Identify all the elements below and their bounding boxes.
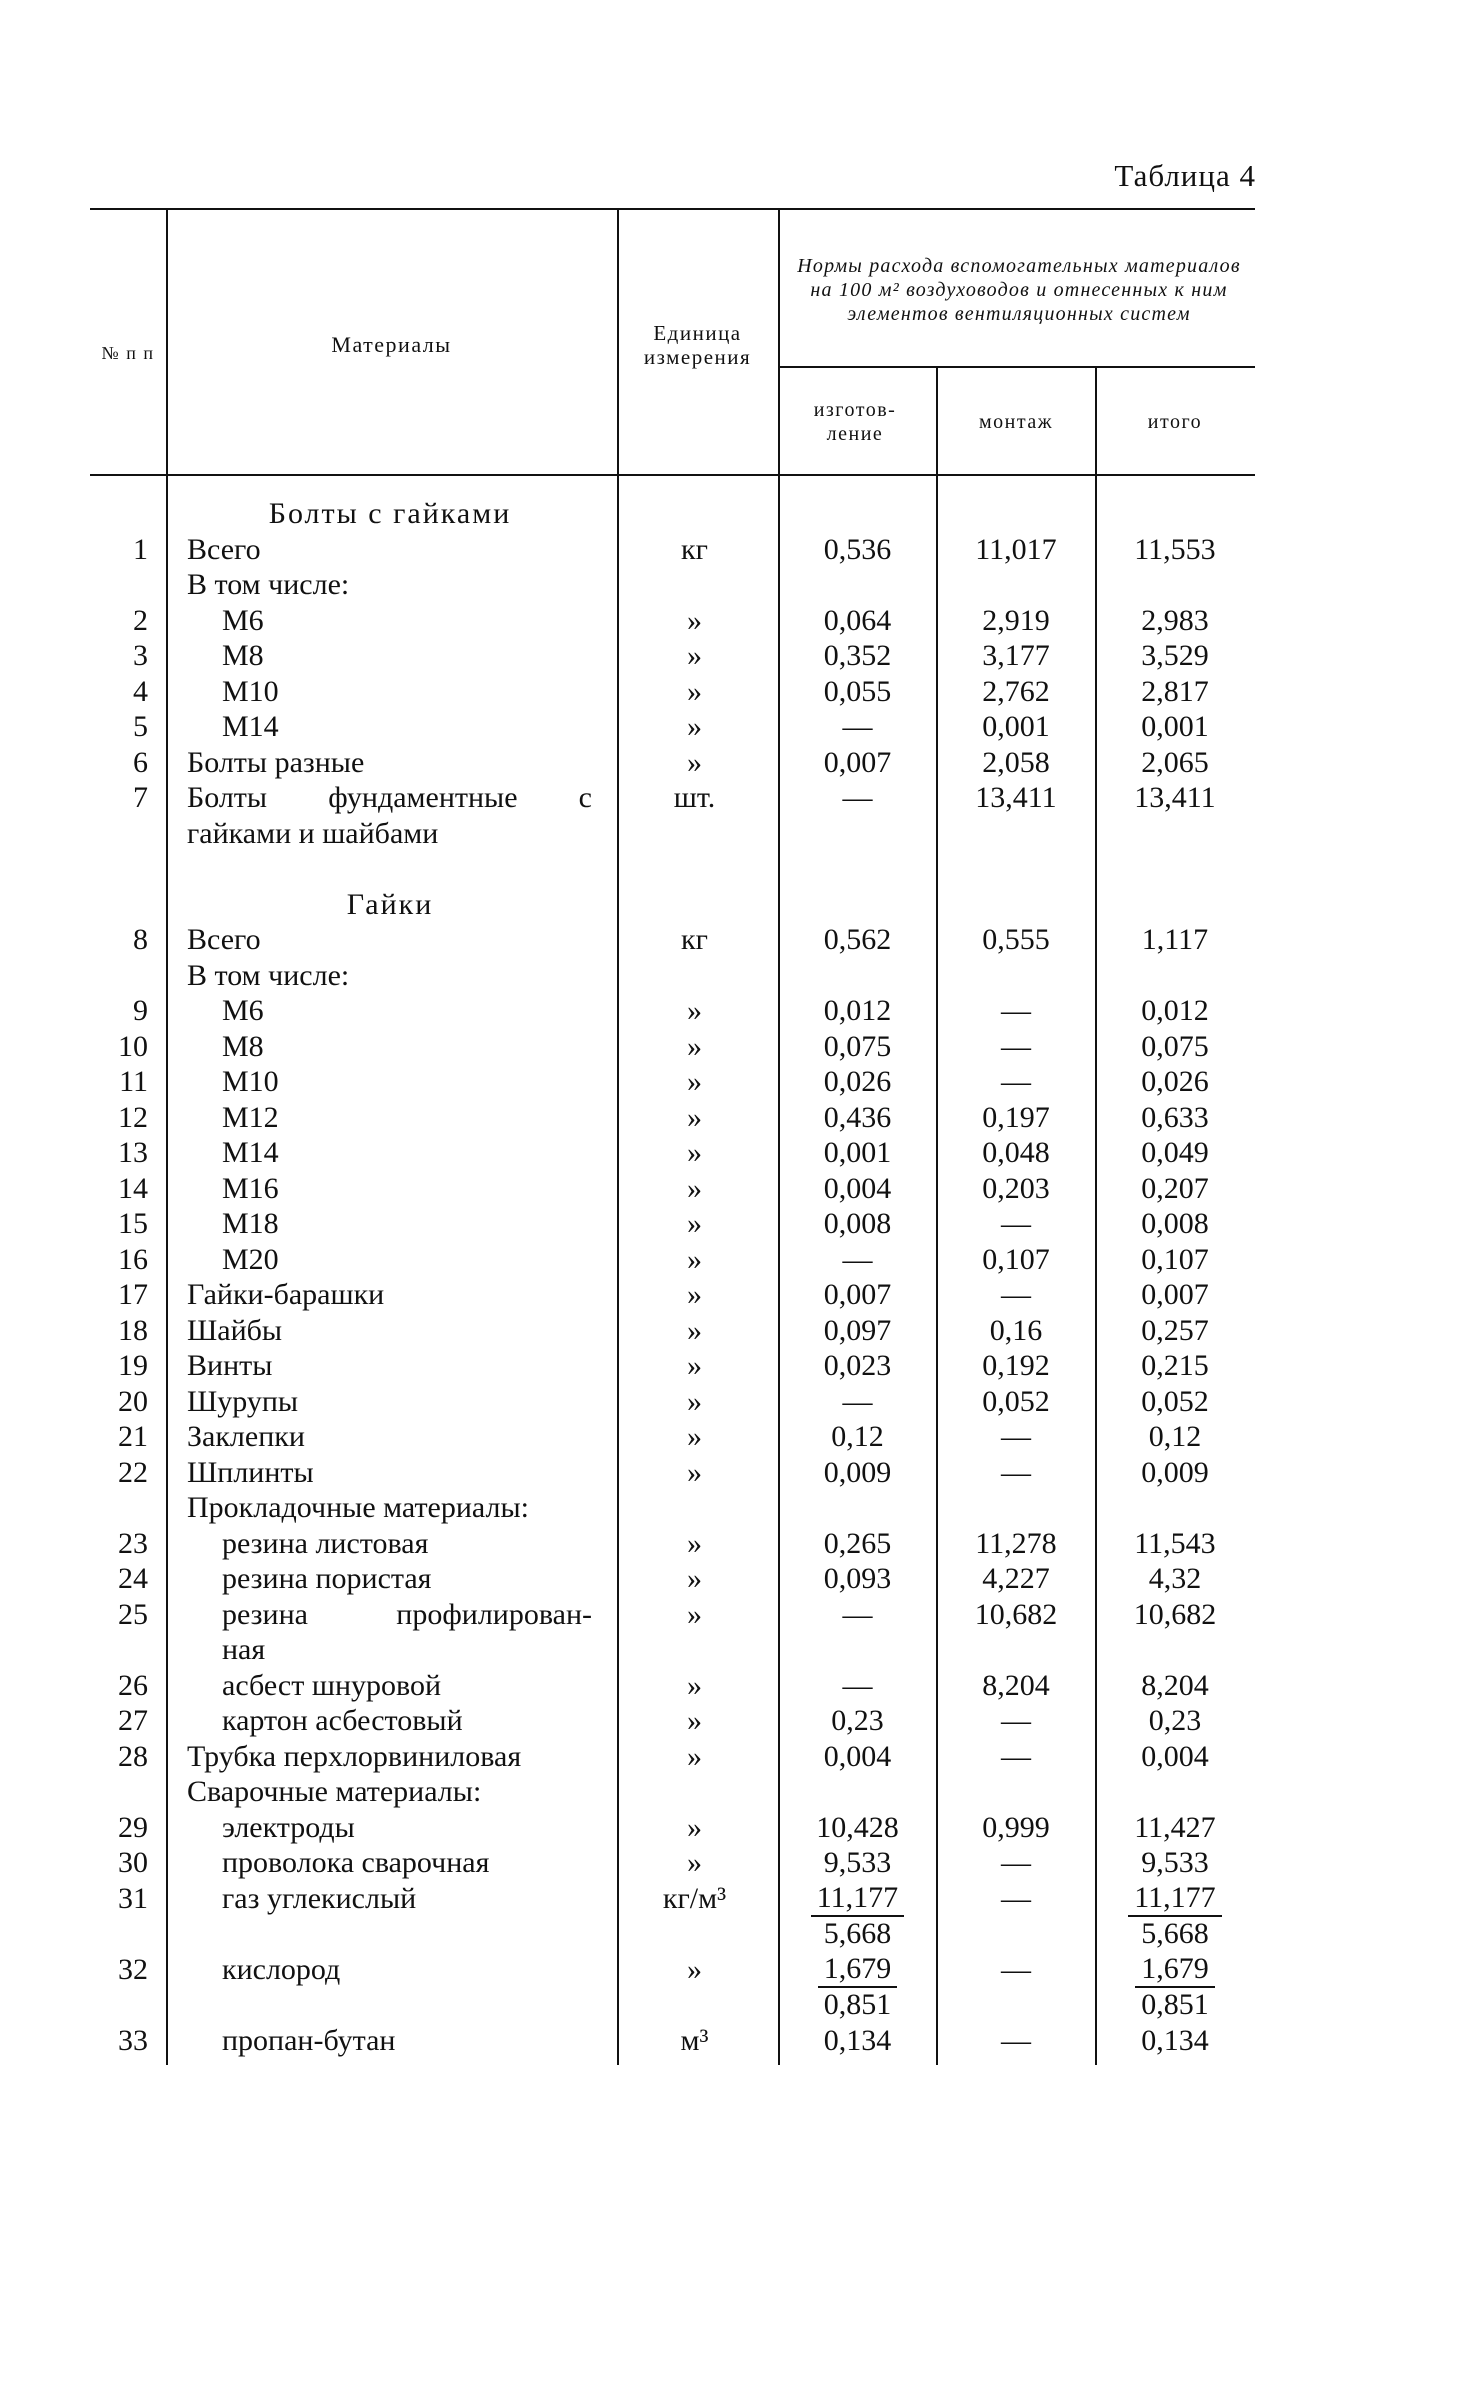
mount-cell: 4,227 xyxy=(982,1562,1050,1595)
unit-cell: » xyxy=(687,1526,702,1560)
mount-cell: 0,107 xyxy=(982,1242,1050,1276)
mount-cell: 0,048 xyxy=(982,1136,1050,1169)
subheader-rule xyxy=(780,366,1255,368)
table-row xyxy=(0,532,1468,568)
material-name: Винты xyxy=(187,1349,273,1382)
section-gap xyxy=(0,851,1468,887)
make-cell: 0,352 xyxy=(823,639,892,672)
row-number: 23 xyxy=(118,1526,148,1560)
material-name: ная xyxy=(222,1633,266,1666)
table-row xyxy=(0,1561,1468,1597)
make-cell: 0,023 xyxy=(823,1349,892,1382)
material-name: М16 xyxy=(222,1171,279,1205)
unit-cell: » xyxy=(687,1668,702,1702)
mount-cell: 0,052 xyxy=(982,1384,1050,1418)
total-cell: 2,065 xyxy=(1141,745,1209,779)
header-col-mount: монтаж xyxy=(978,411,1054,433)
row-number: 31 xyxy=(118,1881,148,1915)
make-cell: 0,265 xyxy=(823,1526,892,1560)
table-row xyxy=(0,1029,1468,1065)
unit-cell: » xyxy=(687,1384,702,1418)
mount-cell: 2,919 xyxy=(982,603,1050,637)
row-number: 1 xyxy=(133,532,148,566)
table-row xyxy=(0,1845,1468,1881)
header-materials: Материалы xyxy=(331,332,452,357)
mount-cell: — xyxy=(1001,1065,1031,1098)
row-number: 11 xyxy=(119,1065,148,1098)
table-row xyxy=(0,1455,1468,1491)
mount-cell: — xyxy=(1001,1420,1031,1453)
total-cell: 0,008 xyxy=(1141,1207,1209,1240)
make-cell: 10,428 xyxy=(816,1810,899,1844)
make-cell: — xyxy=(842,1242,873,1276)
table-row xyxy=(0,1206,1468,1242)
row-number: 14 xyxy=(118,1171,148,1205)
row-number: 9 xyxy=(133,994,148,1027)
table-row xyxy=(0,1774,1468,1810)
material-name: М6 xyxy=(222,603,264,637)
row-number: 29 xyxy=(118,1810,148,1844)
total-cell: 8,204 xyxy=(1141,1668,1209,1702)
material-name: асбест шнуровой xyxy=(222,1668,442,1702)
total-cell: 2,817 xyxy=(1141,674,1209,708)
make-cell: 0,12 xyxy=(831,1420,884,1453)
make-cell: 0,436 xyxy=(823,1100,892,1134)
unit-cell: кг/м³ xyxy=(662,1881,727,1915)
mount-cell: 0,192 xyxy=(982,1349,1050,1382)
unit-cell: » xyxy=(687,1455,702,1489)
mount-cell: 13,411 xyxy=(975,781,1057,814)
unit-cell: » xyxy=(687,1420,702,1453)
total-cell: 1,117 xyxy=(1141,923,1209,956)
make-cell: 0,055 xyxy=(823,674,892,708)
table-row xyxy=(0,1739,1468,1775)
table-row xyxy=(0,816,1468,852)
mount-cell: — xyxy=(1001,994,1031,1027)
total-cell: 0,052 xyxy=(1141,1384,1209,1418)
table-row xyxy=(0,1064,1468,1100)
make-cell: 0,004 xyxy=(823,1739,892,1773)
table-row xyxy=(0,780,1468,816)
material-name: пропан-бутан xyxy=(222,2023,396,2057)
row-number: 28 xyxy=(118,1739,148,1773)
unit-cell: » xyxy=(687,994,702,1027)
header-top-rule xyxy=(90,208,1255,210)
make-cell xyxy=(780,1881,935,1952)
section-title: Гайки xyxy=(346,887,434,921)
row-number: 27 xyxy=(118,1704,148,1737)
table-row xyxy=(0,1384,1468,1420)
mount-cell: — xyxy=(1001,1952,1031,1986)
make-cell-numerator: 1,679 xyxy=(818,1952,898,1988)
material-name: М14 xyxy=(222,1136,279,1169)
total-cell: 0,107 xyxy=(1141,1242,1209,1276)
material-name: Трубка перхлорвиниловая xyxy=(187,1739,522,1773)
table-row xyxy=(0,1526,1468,1562)
table-row xyxy=(0,638,1468,674)
unit-cell: » xyxy=(687,1065,702,1098)
mount-cell: 0,203 xyxy=(982,1171,1050,1205)
unit-cell: » xyxy=(687,1100,702,1134)
row-number: 22 xyxy=(118,1455,148,1489)
mount-cell: 10,682 xyxy=(974,1597,1058,1631)
section-title: Болты с гайками xyxy=(268,497,512,530)
table-row xyxy=(0,603,1468,639)
header-unit: Единица измерения xyxy=(643,321,752,369)
unit-cell: » xyxy=(687,1029,702,1063)
material-name: М10 xyxy=(222,674,279,708)
mount-cell: 0,999 xyxy=(982,1810,1050,1844)
unit-cell: » xyxy=(687,1704,702,1737)
table-row xyxy=(0,1703,1468,1739)
make-cell-denominator: 5,668 xyxy=(823,1916,892,1950)
table-row xyxy=(0,1881,1468,1952)
unit-cell: » xyxy=(687,710,702,743)
row-number: 10 xyxy=(118,1029,148,1063)
unit-cell: » xyxy=(687,1207,702,1240)
mount-cell: 0,001 xyxy=(982,710,1050,743)
table-row xyxy=(0,709,1468,745)
mount-cell: — xyxy=(1001,1739,1031,1773)
total-cell: 0,12 xyxy=(1148,1420,1202,1453)
total-cell: 3,529 xyxy=(1141,639,1209,672)
table-row xyxy=(0,1348,1468,1384)
mount-cell: 0,555 xyxy=(982,923,1050,956)
mount-cell: 0,16 xyxy=(989,1313,1043,1347)
header-col-total: итого xyxy=(1147,411,1203,433)
row-number: 5 xyxy=(133,710,148,743)
material-name: картон асбестовый xyxy=(222,1704,463,1737)
unit-cell: » xyxy=(687,1597,702,1631)
row-number: 8 xyxy=(133,923,148,956)
make-cell: 0,093 xyxy=(823,1562,892,1595)
material-name: М18 xyxy=(222,1207,279,1240)
table-row xyxy=(0,1242,1468,1278)
table-caption: Таблица 4 xyxy=(1114,158,1256,193)
unit-cell: » xyxy=(687,674,702,708)
row-number: 7 xyxy=(133,781,148,814)
unit-cell: » xyxy=(687,639,702,672)
header-col-make: изготов- ление xyxy=(813,399,897,445)
mount-cell: — xyxy=(1001,1278,1031,1311)
material-name: газ углекислый xyxy=(222,1881,417,1915)
mount-cell: 2,058 xyxy=(982,745,1050,779)
unit-cell: » xyxy=(687,603,702,637)
row-number: 25 xyxy=(118,1597,148,1631)
total-cell: 0,134 xyxy=(1141,2023,1209,2057)
table-row xyxy=(0,1810,1468,1846)
row-number: 21 xyxy=(118,1420,148,1453)
total-cell-denominator: 0,851 xyxy=(1141,1987,1209,2021)
make-cell: 0,004 xyxy=(823,1171,892,1205)
section-title-row xyxy=(0,496,1468,532)
table-row xyxy=(0,1313,1468,1349)
mount-cell: 11,017 xyxy=(975,532,1057,566)
make-cell: — xyxy=(842,1384,873,1418)
make-cell: 0,562 xyxy=(823,923,892,956)
material-name: резина листовая xyxy=(222,1526,429,1560)
total-cell-numerator: 1,679 xyxy=(1135,1952,1215,1988)
total-cell: 11,427 xyxy=(1134,1810,1216,1844)
material-name: М8 xyxy=(222,1029,264,1063)
table-row xyxy=(0,1490,1468,1526)
mount-cell: — xyxy=(1001,1704,1031,1737)
unit-cell: » xyxy=(687,1136,702,1169)
mount-cell: — xyxy=(1001,1455,1031,1489)
unit-cell: » xyxy=(687,1846,702,1879)
material-name: резина пористая xyxy=(222,1562,432,1595)
row-number: 6 xyxy=(133,745,148,779)
header-bottom-rule xyxy=(90,474,1255,476)
mount-cell: — xyxy=(1001,1881,1031,1915)
material-name: М20 xyxy=(222,1242,279,1276)
material-name: гайками и шайбами xyxy=(187,816,439,850)
make-cell: 0,001 xyxy=(823,1136,892,1169)
make-cell-numerator: 11,177 xyxy=(811,1881,904,1917)
unit-cell: » xyxy=(687,1242,702,1276)
material-name: М14 xyxy=(222,710,279,743)
total-cell: 11,543 xyxy=(1134,1526,1216,1560)
table-row xyxy=(0,1277,1468,1313)
make-cell: 0,012 xyxy=(823,994,892,1027)
make-cell: 0,026 xyxy=(823,1065,892,1098)
total-cell: 0,075 xyxy=(1141,1029,1209,1063)
unit-cell: » xyxy=(687,1313,702,1347)
mount-cell: 11,278 xyxy=(975,1526,1057,1560)
material-name: Прокладочные материалы: xyxy=(187,1491,529,1524)
row-number: 19 xyxy=(118,1349,148,1382)
mount-cell: — xyxy=(1001,1846,1031,1879)
unit-cell: » xyxy=(687,745,702,779)
material-name: Заклепки xyxy=(187,1420,305,1453)
material-name: В том числе: xyxy=(187,568,350,601)
row-number: 24 xyxy=(118,1562,148,1595)
make-cell: 0,134 xyxy=(823,2023,892,2057)
unit-cell: м³ xyxy=(680,2023,709,2057)
mount-cell: 2,762 xyxy=(982,674,1050,708)
unit-cell: » xyxy=(687,1349,702,1382)
make-cell: 0,23 xyxy=(831,1704,884,1737)
total-cell: 0,009 xyxy=(1141,1455,1209,1489)
total-cell: 0,23 xyxy=(1148,1704,1202,1737)
material-name: В том числе: xyxy=(187,958,350,992)
total-cell: 4,32 xyxy=(1148,1562,1202,1595)
total-cell xyxy=(1097,1881,1253,1952)
total-cell: 2,983 xyxy=(1141,603,1209,637)
total-cell: 0,049 xyxy=(1141,1136,1209,1169)
material-name: М10 xyxy=(222,1065,279,1098)
unit-cell: шт. xyxy=(673,781,716,814)
make-cell: 0,097 xyxy=(823,1313,892,1347)
material-name: Гайки-барашки xyxy=(187,1278,385,1311)
mount-cell: 3,177 xyxy=(982,639,1050,672)
unit-cell: » xyxy=(687,1952,702,1986)
make-cell: 0,075 xyxy=(823,1029,892,1063)
material-name: М12 xyxy=(222,1100,279,1134)
material-name: проволока сварочная xyxy=(222,1846,490,1879)
table-row xyxy=(0,1952,1468,2023)
total-cell: 0,004 xyxy=(1141,1739,1209,1773)
total-cell: 13,411 xyxy=(1134,781,1216,814)
table-row xyxy=(0,993,1468,1029)
total-cell: 0,257 xyxy=(1141,1313,1209,1347)
mount-cell: — xyxy=(1001,1207,1031,1240)
table-row xyxy=(0,745,1468,781)
table-row xyxy=(0,1171,1468,1207)
material-name: М8 xyxy=(222,639,264,672)
material-name: Болты разные xyxy=(187,745,365,779)
row-number: 2 xyxy=(133,603,148,637)
make-cell: 9,533 xyxy=(823,1846,892,1879)
total-cell: 0,207 xyxy=(1141,1171,1209,1205)
mount-cell: — xyxy=(1001,2023,1031,2057)
material-name: Шайбы xyxy=(187,1313,283,1347)
material-name: Болты фундаментные с xyxy=(187,781,592,814)
unit-cell: » xyxy=(687,1739,702,1773)
unit-cell: кг xyxy=(681,532,708,566)
material-name: Всего xyxy=(187,923,261,956)
table-row xyxy=(0,1419,1468,1455)
make-cell: — xyxy=(842,710,873,743)
total-cell: 10,682 xyxy=(1133,1597,1217,1631)
unit-cell: » xyxy=(687,1562,702,1595)
make-cell xyxy=(780,1952,935,2023)
total-cell-denominator: 5,668 xyxy=(1141,1916,1209,1950)
unit-cell: » xyxy=(687,1278,702,1311)
make-cell: 0,007 xyxy=(823,745,892,779)
row-number: 33 xyxy=(118,2023,148,2057)
row-number: 12 xyxy=(118,1100,148,1134)
table-row xyxy=(0,1668,1468,1704)
material-name: Всего xyxy=(187,532,261,566)
table-row xyxy=(0,1135,1468,1171)
row-number: 16 xyxy=(118,1242,148,1276)
table-body xyxy=(0,496,1468,2058)
mount-cell: — xyxy=(1001,1029,1031,1063)
total-cell xyxy=(1097,1952,1253,2023)
table-row xyxy=(0,567,1468,603)
material-name: М6 xyxy=(222,994,264,1027)
row-number: 32 xyxy=(118,1952,148,1986)
total-cell: 0,026 xyxy=(1141,1065,1209,1098)
row-number: 30 xyxy=(118,1846,148,1879)
row-number: 26 xyxy=(118,1668,148,1702)
make-cell: — xyxy=(842,1597,873,1631)
total-cell: 0,633 xyxy=(1141,1100,1209,1134)
unit-cell: кг xyxy=(681,923,708,956)
table-row xyxy=(0,922,1468,958)
total-cell: 0,007 xyxy=(1141,1278,1209,1311)
total-cell: 0,215 xyxy=(1141,1349,1209,1382)
material-name: Шплинты xyxy=(187,1455,314,1489)
total-cell: 11,553 xyxy=(1134,532,1216,566)
header-norms: Нормы расхода вспомогательных материалов на 100 м² воздуховодов и отнесенных к ним элементов вентиляционных систем xyxy=(797,255,1241,325)
total-cell: 9,533 xyxy=(1141,1846,1209,1879)
mount-cell: 8,204 xyxy=(982,1668,1050,1702)
make-cell: 0,064 xyxy=(823,603,892,637)
table-row xyxy=(0,1100,1468,1136)
section-title-row xyxy=(0,887,1468,923)
unit-cell: » xyxy=(687,1810,702,1844)
unit-cell: » xyxy=(687,1171,702,1205)
material-name: резина профилирован- xyxy=(222,1597,592,1631)
make-cell-denominator: 0,851 xyxy=(823,1987,892,2021)
make-cell: — xyxy=(842,1668,873,1702)
total-cell-numerator: 11,177 xyxy=(1128,1881,1221,1917)
make-cell: — xyxy=(842,781,873,814)
row-number: 13 xyxy=(118,1136,148,1169)
mount-cell: 0,197 xyxy=(982,1100,1050,1134)
total-cell: 0,012 xyxy=(1141,994,1209,1027)
make-cell: 0,009 xyxy=(823,1455,892,1489)
table-row xyxy=(0,2023,1468,2059)
table-row xyxy=(0,1632,1468,1668)
header-num: № п п xyxy=(101,343,155,363)
row-number: 18 xyxy=(118,1313,148,1347)
material-name: Сварочные материалы: xyxy=(187,1775,482,1808)
total-cell: 0,001 xyxy=(1141,710,1209,743)
row-number: 3 xyxy=(133,639,148,672)
material-name: кислород xyxy=(222,1952,341,1986)
table-row xyxy=(0,674,1468,710)
material-name: Шурупы xyxy=(187,1384,299,1418)
material-name: электроды xyxy=(222,1810,355,1844)
table-row xyxy=(0,958,1468,994)
make-cell: 0,008 xyxy=(823,1207,892,1240)
row-number: 20 xyxy=(118,1384,148,1418)
make-cell: 0,536 xyxy=(823,532,892,566)
row-number: 17 xyxy=(118,1278,148,1311)
make-cell: 0,007 xyxy=(823,1278,892,1311)
table-row xyxy=(0,1597,1468,1633)
row-number: 4 xyxy=(133,674,148,708)
row-number: 15 xyxy=(118,1207,148,1240)
